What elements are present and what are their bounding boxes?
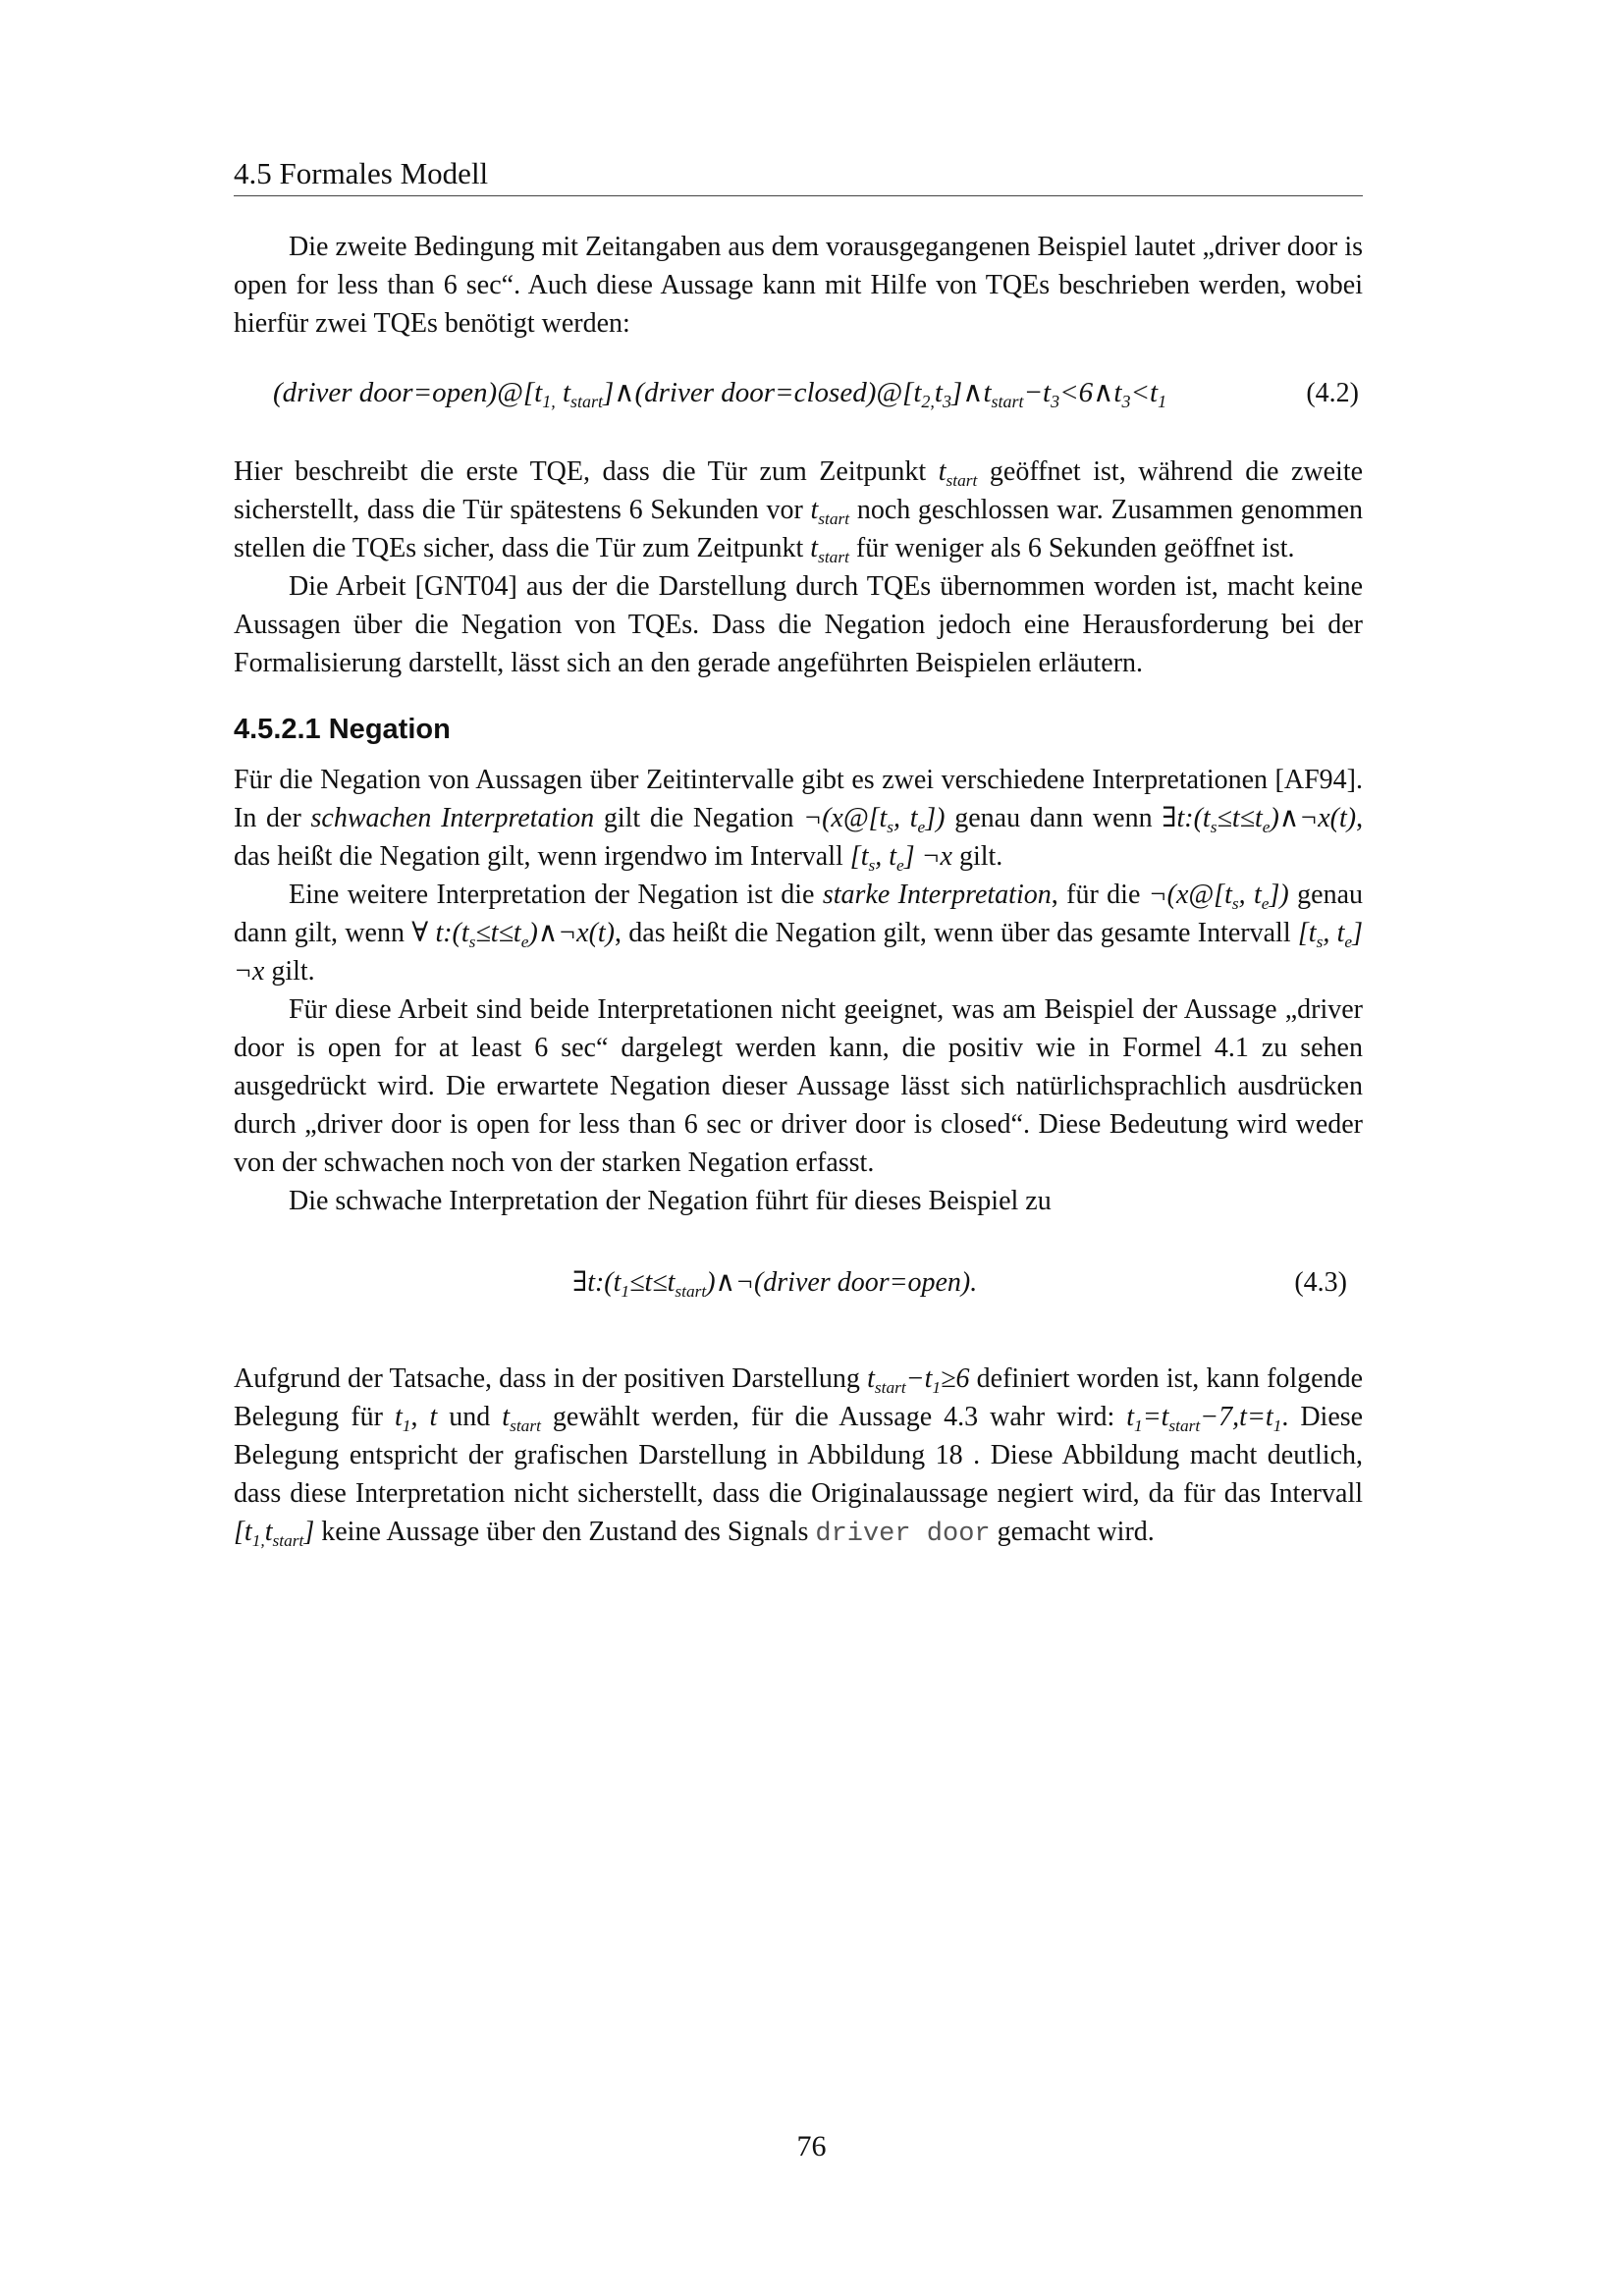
equation-4-2 <box>234 364 1363 425</box>
equation-4-2-expression: (driver $door=open)@[t_{1,}$ $t_{start}]\wedge(driver$ $door=closed)@[t_{2,}t_3]\wedge t_{start}-t_3<6\wedge t_3<t_1$ <box>273 377 1167 411</box>
paragraph-unsuitable: Für diese Arbeit sind beide Interpretationen nicht geeignet, was am Beispiel der Aussage „driver door is open for at least 6 sec“ dargelegt werden kann, die positiv wie in Formel 4.1 zu sehen ausgedrückt wird. Die erwartete Negation dieser Aussage lässt sich natürlichsprachlich ausdrücken durch „driver door is open for less than 6 sec or driver door is closed“. Diese Bedeutung wird weder von der schwachen noch von der starken Negation erfasst. <box>234 994 1363 1178</box>
running-header: 4.5 Formales Modell <box>234 154 1363 196</box>
equation-4-3-expression: $\exists t:(t_1\le t\le t_{start})\wedge\neg(driver$ door=open). <box>572 1267 978 1301</box>
code-signal-name: driver door <box>815 1520 991 1549</box>
paragraph-strong-negation: Eine weitere Interpretation der Negation ist die starke Interpretation, für die $\neg(x@[t_s$, $t_e$]) genau dann gilt, wenn ∀ $t:(t_s\le t\le t_e)\wedge\neg x(t)$, das heißt die Negation gilt, wenn über das gesamte Intervall [$t_s$, $t_e$] ¬x gilt. <box>234 880 1364 987</box>
paragraph-tqe-explanation: Hier beschreibt die erste TQE, dass die Tür zum Zeitpunkt $t_{start}$ geöffnet ist, während die zweite sicherstellt, dass die Tür spätestens 6 Sekunden vor $t_{start}$ noch geschlossen war. Zusammen genommen stellen die TQEs sicher, dass die Tür zum Zeitpunkt $t_{start}$ für weniger als 6 Sekunden geöffnet ist. <box>234 456 1364 566</box>
equation-4-3 <box>234 1255 1363 1316</box>
section-heading: 4.5.2.1 Negation <box>234 714 451 745</box>
equation-number: (4.2) <box>1306 378 1359 408</box>
paragraph-weak-negation: Für die Negation von Aussagen über Zeitintervalle gibt es zwei verschiedene Interpretationen [AF94]. In der schwachen Interpretation gilt die Negation $\neg(x@[t_s$, $t_e$]) genau dann wenn $\exists t:(t_s\le t\le t_e)\wedge\neg x(t)$, das heißt die Negation gilt, wenn irgendwo im Intervall [$t_s$, $t_e$] ¬x gilt. <box>234 765 1364 875</box>
equation-number: (4.3) <box>1294 1267 1347 1298</box>
page-number: 76 <box>796 2130 827 2163</box>
paragraph-intro: Die zweite Bedingung mit Zeitangaben aus dem vorausgegangenen Beispiel lautet „driver door is open for less than 6 sec“. Auch diese Aussage kann mit Hilfe von TQEs beschrieben werden, wobei hierfür zwei TQEs benötigt werden: <box>234 232 1363 339</box>
paragraph-assignment: Aufgrund der Tatsache, dass in der positiven Darstellung $t_{start}-t_1\ge 6$ definiert worden ist, kann folgende Belegung für $t_1$, t und $t_{start}$ gewählt werden, für die Aussage 4.3 wahr wird: $t_1=t_{start}-7,t=t_1$. Diese Belegung entspricht der grafischen Darstellung in Abbildung 18 . Diese Abbildung macht deutlich, dass diese Interpretation nicht sicherstellt, dass die Originalaussage negiert wird, da für das Intervall $[t_{1,}t_{start}]$ keine Aussage über den Zustand des Signals driver door gemacht wird. <box>234 1363 1364 1550</box>
page-body <box>234 228 1363 1554</box>
paragraph-weak-example: Die schwache Interpretation der Negation führt für dieses Beispiel zu <box>289 1186 1052 1216</box>
paragraph-gnt04: Die Arbeit [GNT04] aus der die Darstellung durch TQEs übernommen worden ist, macht keine Aussagen über die Negation von TQEs. Dass die Negation jedoch eine Herausforderung bei der Formalisierung darstellt, lässt sich an den gerade angeführten Beispielen erläutern. <box>234 571 1363 678</box>
